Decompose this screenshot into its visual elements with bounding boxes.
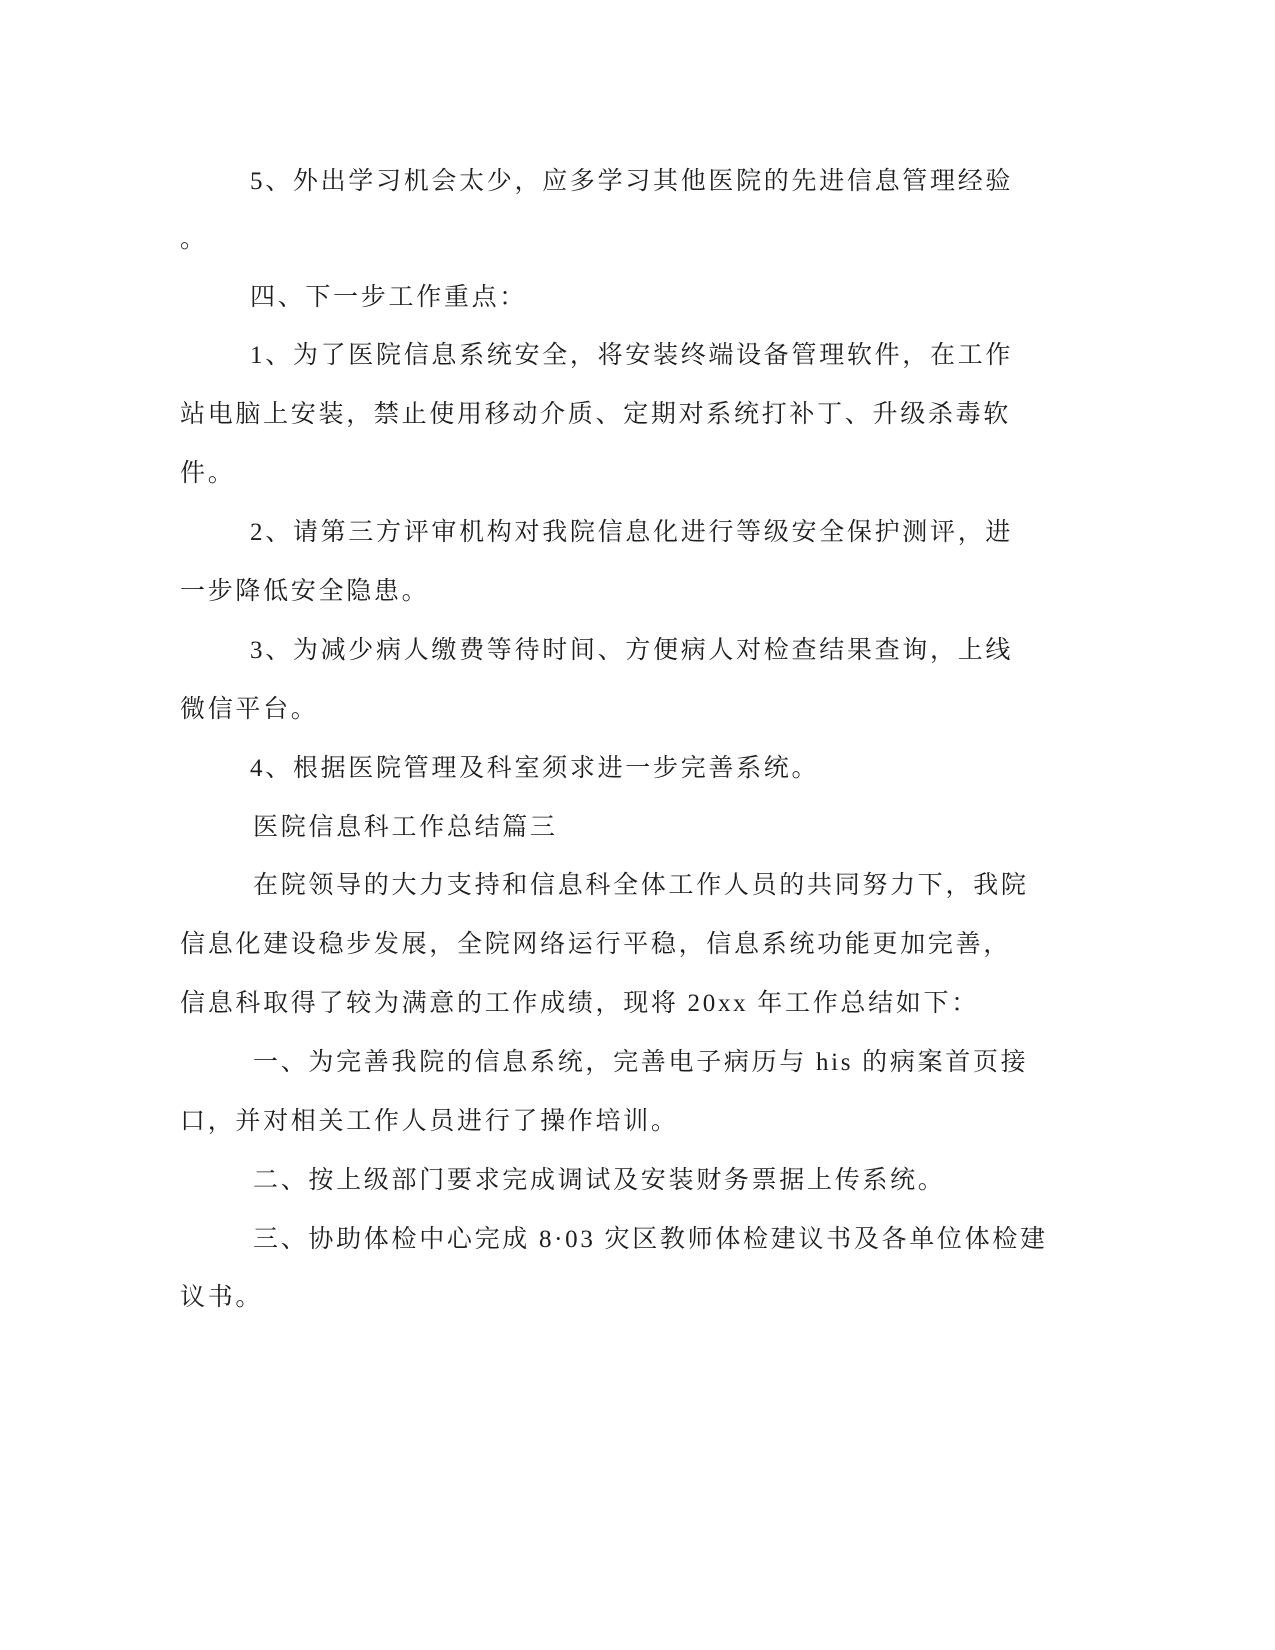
paragraph-line: 信息科取得了较为满意的工作成绩，现将 20xx 年工作总结如下： — [180, 990, 979, 1017]
paragraph-line: 议书。 — [180, 1284, 264, 1311]
paragraph-line: 三、协助体检中心完成 8·03 灾区教师体检建议书及各单位体检建 — [253, 1226, 1048, 1253]
section-title: 医院信息科工作总结篇三 — [253, 814, 558, 841]
paragraph-line: 一步降低安全隐患。 — [180, 578, 430, 605]
paragraph-line: 4、根据医院管理及科室须求进一步完善系统。 — [250, 755, 820, 782]
paragraph-line: 。 — [180, 226, 208, 253]
paragraph-line: 5、外出学习机会太少，应多学习其他医院的先进信息管理经验 — [250, 168, 1014, 195]
paragraph-line: 1、为了医院信息系统安全，将安装终端设备管理软件，在工作 — [250, 342, 1014, 369]
paragraph-line: 口，并对相关工作人员进行了操作培训。 — [180, 1108, 679, 1135]
paragraph-line: 在院领导的大力支持和信息科全体工作人员的共同努力下，我院 — [253, 872, 1029, 899]
section-heading: 四、下一步工作重点： — [250, 284, 528, 311]
paragraph-line: 站电脑上安装，禁止使用移动介质、定期对系统打补丁、升级杀毒软 — [180, 401, 1012, 428]
paragraph-line: 3、为减少病人缴费等待时间、方便病人对检查结果查询，上线 — [250, 637, 1014, 664]
paragraph-line: 一、为完善我院的信息系统，完善电子病历与 his 的病案首页接 — [253, 1049, 1029, 1076]
paragraph-line: 二、按上级部门要求完成调试及安装财务票据上传系统。 — [253, 1167, 946, 1194]
paragraph-line: 2、请第三方评审机构对我院信息化进行等级安全保护测评，进 — [250, 519, 1014, 546]
paragraph-line: 件。 — [180, 460, 236, 487]
paragraph-line: 信息化建设稳步发展，全院网络运行平稳，信息系统功能更加完善， — [180, 931, 1012, 958]
paragraph-line: 微信平台。 — [180, 696, 319, 723]
